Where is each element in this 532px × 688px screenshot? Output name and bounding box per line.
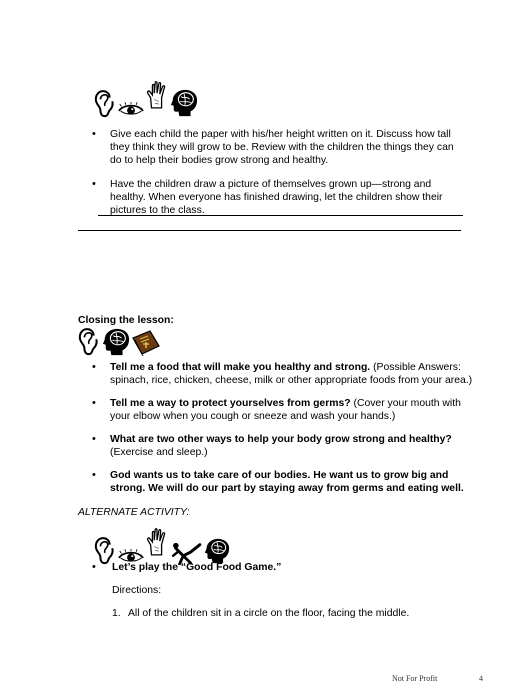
- footer-note: Not For Profit: [392, 674, 438, 683]
- closing-item-3-rest: (Exercise and sleep.): [110, 447, 208, 458]
- hand-icon: [146, 527, 168, 557]
- bullet-dot: •: [92, 433, 96, 445]
- step-text: All of the children sit in a circle on the floor, facing the middle.: [128, 608, 410, 619]
- ear-icon: [94, 90, 116, 118]
- closing-item-2-bold: Tell me a way to protect yourselves from germs?: [110, 398, 351, 409]
- closing-item-3: [110, 433, 470, 459]
- head-thinking-icon: [102, 328, 130, 356]
- closing-heading: Closing the lesson:: [78, 315, 174, 326]
- divider-line: [98, 215, 463, 216]
- page-number: 4: [479, 674, 483, 683]
- bullet-dot: •: [92, 128, 96, 140]
- top-bullet-2: Have the children draw a picture of themselves grown up—strong and healthy. When everyone has finished drawing, let the children show their pictures to the class.: [110, 179, 443, 216]
- step-number: 1.: [112, 608, 121, 619]
- hand-icon: [146, 80, 168, 110]
- bullet-dot: •: [92, 561, 96, 573]
- closing-item-2: [110, 397, 470, 423]
- directions-label: Directions:: [112, 585, 162, 596]
- ear-icon: [78, 328, 100, 356]
- eye-icon: [118, 102, 144, 118]
- bullet-dot: •: [92, 397, 96, 409]
- alternate-heading: ALTERNATE ACTIVITY:: [78, 507, 190, 518]
- closing-item-2-rest: (Cover your mouth with your elbow when you cough or sneeze and wash your hands.): [110, 398, 461, 422]
- bullet-dot: •: [92, 178, 96, 190]
- game-bullet: Let’s play the “Good Food Game.”: [112, 562, 282, 573]
- closing-item-3-bold: What are two other ways to help your body grow strong and healthy?: [110, 434, 452, 445]
- bullet-dot: •: [92, 469, 96, 481]
- bible-icon: [132, 330, 160, 356]
- head-thinking-icon: [170, 88, 198, 118]
- bullet-dot: •: [92, 361, 96, 373]
- top-icon-row: [94, 80, 200, 118]
- closing-item-4-bold: God wants us to take care of our bodies. He want us to grow big and strong. We will do our part by staying away from germs and eating well.: [110, 470, 464, 494]
- closing-item-1: [110, 361, 478, 387]
- closing-icon-row: [78, 328, 162, 356]
- divider-line: [78, 230, 461, 231]
- alternate-icon-row: [94, 527, 232, 565]
- closing-item-4: [110, 469, 470, 495]
- closing-item-1-bold: Tell me a food that will make you healthy and strong.: [110, 362, 371, 373]
- top-bullet-1: Give each child the paper with his/her height written on it. Discuss how tall they think they will grow to be. Review with the children the things they can do to help their bodies grow strong and healthy.: [110, 129, 454, 166]
- closing-item-1-rest: (Possible Answers: spinach, rice, chicken, cheese, milk or other appropriate foods from your area.): [110, 362, 473, 386]
